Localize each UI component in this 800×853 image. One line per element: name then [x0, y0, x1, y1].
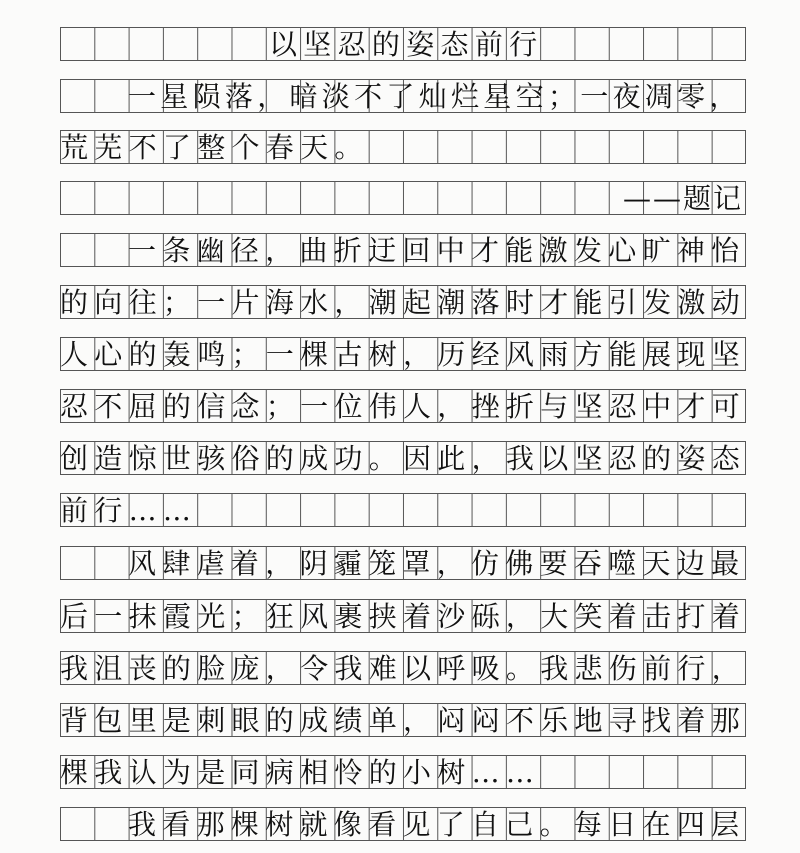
essay-line: 我沮丧的脸庞，令我难以呼吸。我悲伤前行，	[60, 652, 747, 685]
essay-line: 前行……	[60, 494, 198, 527]
essay-line: 背包里是刺眼的成绩单，闷闷不乐地寻找着那	[60, 704, 747, 737]
grid-row	[60, 651, 746, 685]
grid-row	[60, 703, 746, 737]
essay-line: 后一抹霞光；狂风裹挟着沙砾，大笑着击打着	[60, 600, 747, 633]
essay-line: 忍不屈的信念；一位伟人，挫折与坚忍中才可	[60, 390, 747, 423]
grid-row	[60, 546, 746, 580]
grid-row	[60, 337, 746, 371]
essay-line: 创造惊世骇俗的成功。因此，我以坚忍的姿态	[60, 442, 747, 475]
grid-row	[60, 285, 746, 319]
grid-row	[60, 389, 746, 423]
essay-line: 我看那棵树就像看见了自己。每日在四层	[128, 808, 746, 841]
essay-line: 一星陨落，暗淡不了灿烂星空；一夜凋零，	[128, 80, 742, 113]
grid-row	[60, 130, 746, 164]
essay-line: 风肆虐着，阴霾笼罩，仿佛要吞噬天边最	[128, 547, 746, 580]
grid-row	[60, 807, 746, 841]
grid-row	[60, 441, 746, 475]
grid-row	[60, 493, 746, 527]
essay-line: 棵我认为是同病相怜的小树……	[60, 756, 541, 789]
epigraph-attribution: ——题记	[622, 182, 743, 215]
grid-row	[60, 755, 746, 789]
essay-title: 以坚忍的姿态前行	[269, 28, 544, 61]
essay-line: 人心的轰鸣；一棵古树，历经风雨方能展现坚	[60, 338, 747, 371]
essay-line: 荒芜不了整个春天。	[60, 131, 369, 164]
essay-line: 一条幽径，曲折迂回中才能激发心旷神怡	[128, 234, 746, 267]
grid-row	[60, 599, 746, 633]
essay-line: 的向往；一片海水，潮起潮落时才能引发激动	[60, 286, 747, 319]
grid-row	[60, 233, 746, 267]
grid-row	[60, 181, 746, 215]
grid-row	[60, 79, 746, 113]
grid-row-title	[60, 27, 746, 61]
